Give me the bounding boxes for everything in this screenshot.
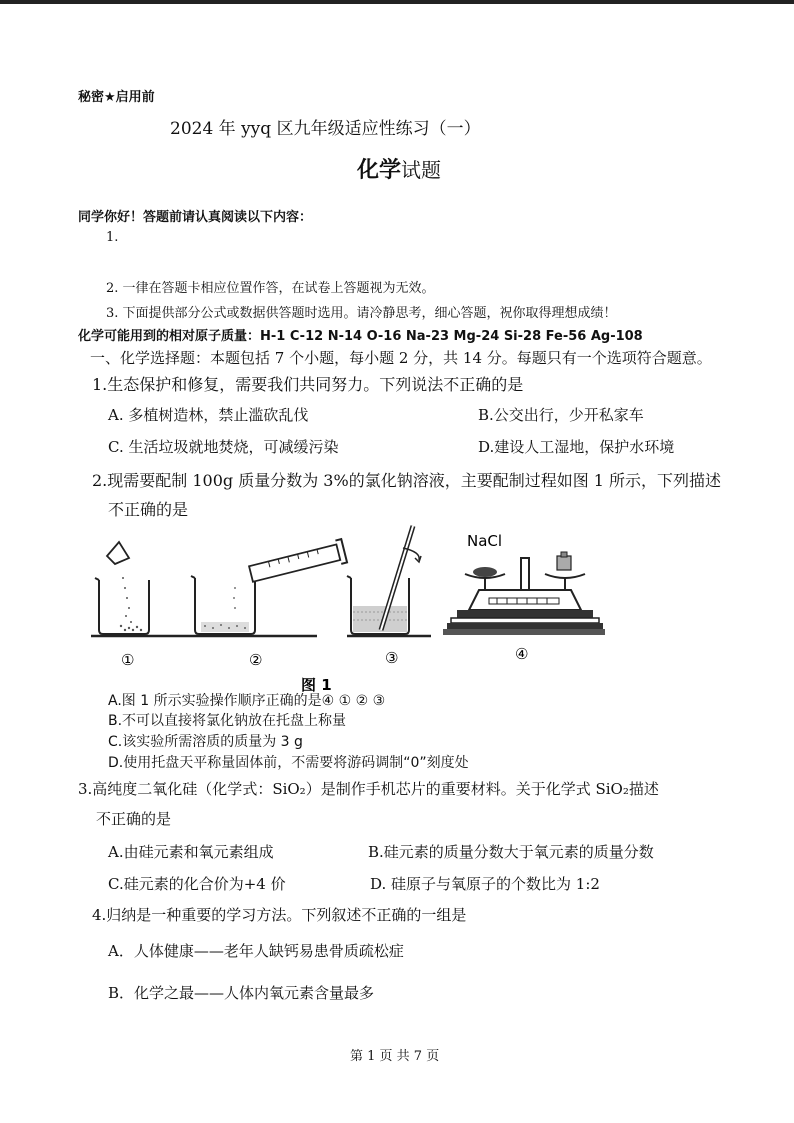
figure-caption: 图 1: [301, 676, 332, 694]
secret-mark: 秘密★启用前: [78, 90, 155, 105]
step-label-2: ②: [249, 651, 263, 669]
instruction-num: 2.: [106, 281, 119, 296]
instruction-item-1: [106, 230, 118, 245]
q3-option-a: A.由硅元素和氧元素组成: [108, 843, 274, 861]
q2-stem-line1: 2.现需要配制 100g 质量分数为 3%的氯化钠溶液，主要配制过程如图 1 所示，下列描述: [92, 471, 722, 490]
figure-1-solution-prep: [85, 518, 605, 698]
atomic-masses: 化学可能用到的相对原子质量：H-1 C-12 N-14 O-16 Na-23 Mg-24 Si-28 Fe-56 Ag-108: [78, 329, 643, 344]
q3-option-b: B.硅元素的质量分数大于氧元素的质量分数: [368, 843, 654, 861]
q2-option-d: D.使用托盘天平称量固体前，不需要将游码调制“0”刻度处: [108, 755, 469, 771]
q1-option-c: C. 生活垃圾就地焚烧，可减缓污染: [108, 438, 339, 456]
instruction-text: 一律在答题卡相应位置作答，在试卷上答题视为无效。: [122, 281, 435, 296]
page-number: 第 1 页 共 7 页: [350, 1049, 440, 1064]
step-label-4: ④: [515, 645, 529, 663]
q1-option-b: B.公交出行，少开私家车: [478, 406, 644, 424]
instruction-item-2: [106, 277, 435, 296]
q1-option-a: A. 多植树造林，禁止滥砍乱伐: [108, 406, 309, 424]
q3-stem-line1: 3.高纯度二氧化硅（化学式：SiO₂）是制作手机芯片的重要材料。关于化学式 SiO₂描述: [78, 780, 659, 798]
step1-pour-solid-illustration: [95, 542, 149, 634]
step2-pour-water-illustration: [191, 539, 347, 634]
instruction-num: 1.: [106, 230, 119, 245]
q1-option-d: D.建设人工湿地，保护水环境: [478, 438, 675, 456]
subject-title: [357, 153, 441, 184]
step-label-1: ①: [121, 651, 135, 669]
q2-option-a: A.图 1 所示实验操作顺序正确的是④ ① ② ③: [108, 693, 386, 709]
exam-title: 2024 年 yyq 区九年级适应性练习（一）: [170, 119, 481, 139]
q3-stem-line2: 不正确的是: [96, 810, 172, 828]
q2-option-c: C.该实验所需溶质的质量为 3 g: [108, 734, 303, 750]
page-top-border: [0, 0, 794, 4]
q3-option-d: D. 硅原子与氧原子的个数比为 1:2: [370, 875, 600, 893]
instruction-num: 3.: [106, 306, 119, 321]
instruction-item-3: [106, 302, 617, 321]
q1-stem: 1.生态保护和修复，需要我们共同努力。下列说法不正确的是: [92, 375, 524, 394]
q4-option-a: A．人体健康——老年人缺钙易患骨质疏松症: [108, 942, 404, 960]
nacl-label: NaCl: [467, 532, 503, 550]
subject-title-rest: 试题: [401, 158, 442, 182]
instruction-text: 下面提供部分公式或数据供答题时选用。请冷静思考，细心答题，祝你取得理想成绩！: [122, 306, 617, 321]
q4-option-b: B．化学之最——人体内氧元素含量最多: [108, 984, 375, 1002]
q2-stem-line2: 不正确的是: [108, 500, 189, 519]
q2-option-b: B.不可以直接将氯化钠放在托盘上称量: [108, 713, 347, 729]
step3-stir-illustration: [347, 526, 421, 634]
step4-balance-illustration: [443, 532, 605, 635]
q4-stem: 4.归纳是一种重要的学习方法。下列叙述不正确的一组是: [92, 906, 467, 924]
step-label-3: ③: [385, 649, 399, 667]
q3-option-c: C.硅元素的化合价为+4 价: [108, 875, 286, 893]
instructions-heading: 同学你好！答题前请认真阅读以下内容：: [78, 210, 313, 225]
subject-title-bold: 化学: [357, 157, 402, 183]
section1-heading: 一、化学选择题：本题包括 7 个小题，每小题 2 分，共 14 分。每题只有一个选项符合题意。: [90, 349, 712, 367]
